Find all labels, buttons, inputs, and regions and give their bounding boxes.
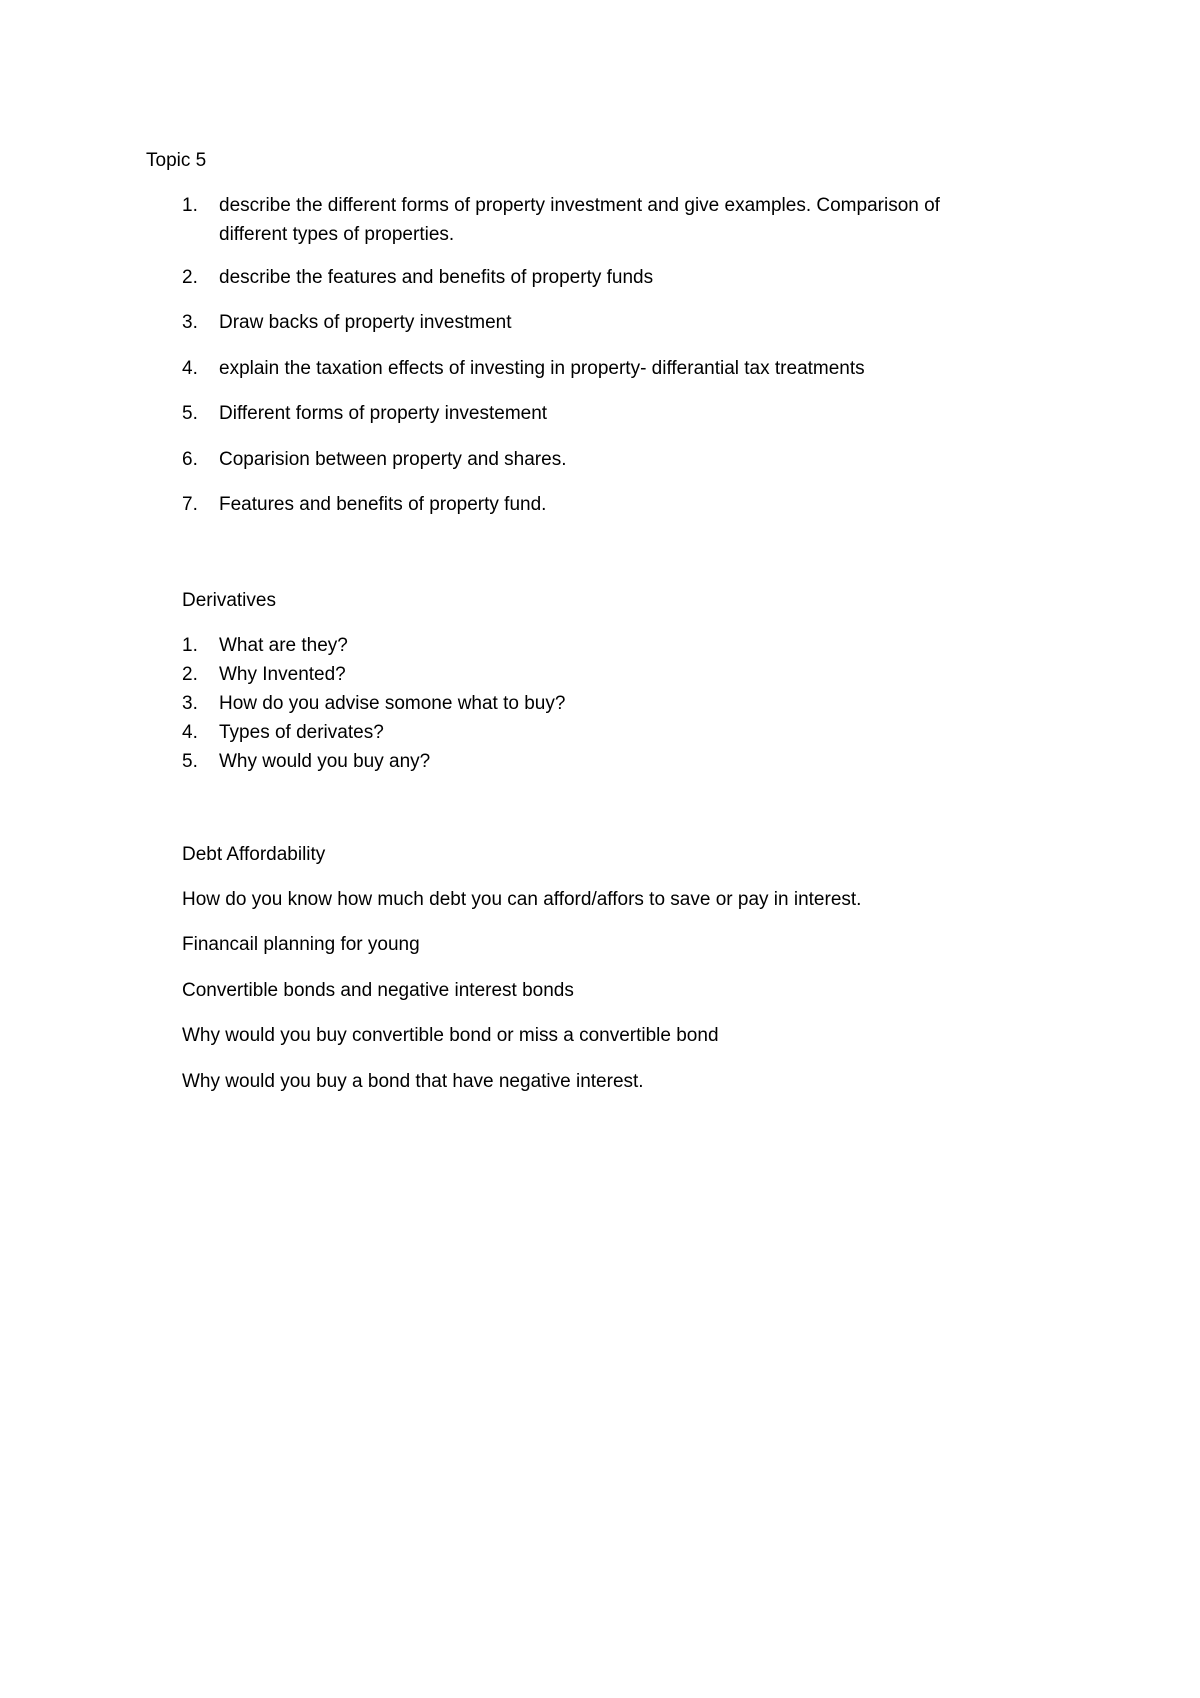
list-text: What are they?	[219, 635, 348, 656]
list-item	[182, 308, 1012, 354]
list-text: Different forms of property investement	[219, 403, 548, 424]
debt-line: How do you know how much debt you can afford/affors to save or pay in interest.	[182, 889, 862, 910]
list-number: 1.	[182, 195, 198, 216]
list-number: 1.	[182, 635, 198, 656]
list-text: describe the features and benefits of property funds	[219, 267, 654, 288]
debt-line: Why would you buy a bond that have negative interest.	[182, 1071, 644, 1092]
list-number: 3.	[182, 693, 198, 714]
debt-line: Convertible bonds and negative interest bonds	[182, 980, 574, 1001]
list-item	[182, 445, 1012, 490]
list-text: Draw backs of property investment	[219, 312, 512, 333]
list-item	[182, 747, 1012, 776]
list-number: 2.	[182, 664, 198, 685]
list-item	[182, 490, 1012, 520]
list-text: Why Invented?	[219, 664, 346, 685]
list-item	[182, 660, 1012, 689]
debt-line: Why would you buy convertible bond or miss a convertible bond	[182, 1025, 719, 1046]
list-item	[182, 399, 1012, 445]
list-item	[182, 718, 1012, 747]
topic5-title: Topic 5	[146, 150, 207, 171]
list-number: 6.	[182, 449, 198, 470]
list-text: Why would you buy any?	[219, 751, 431, 772]
list-text: Features and benefits of property fund.	[219, 494, 547, 515]
list-item	[182, 689, 1012, 718]
list-number: 2.	[182, 267, 198, 288]
list-text: Types of derivates?	[219, 722, 384, 743]
list-item	[182, 631, 1012, 660]
topic5-list	[182, 191, 1012, 520]
list-number: 5.	[182, 751, 198, 772]
derivatives-list	[182, 631, 1012, 776]
list-number: 3.	[182, 312, 198, 333]
list-number: 4.	[182, 358, 198, 379]
list-item	[182, 263, 1012, 308]
list-text: How do you advise somone what to buy?	[219, 693, 566, 714]
debt-line: Financail planning for young	[182, 934, 420, 955]
list-text: describe the different forms of property investment and give examples. Comparison of different types of properties.	[219, 195, 940, 245]
derivatives-title: Derivatives	[182, 590, 276, 611]
debt-title: Debt Affordability	[182, 844, 326, 865]
list-number: 4.	[182, 722, 198, 743]
list-text: explain the taxation effects of investing in property- differantial tax treatments	[219, 358, 865, 379]
list-item	[182, 354, 1012, 399]
list-item	[182, 191, 1012, 263]
list-number: 7.	[182, 494, 198, 515]
list-number: 5.	[182, 403, 198, 424]
list-text: Coparision between property and shares.	[219, 449, 567, 470]
